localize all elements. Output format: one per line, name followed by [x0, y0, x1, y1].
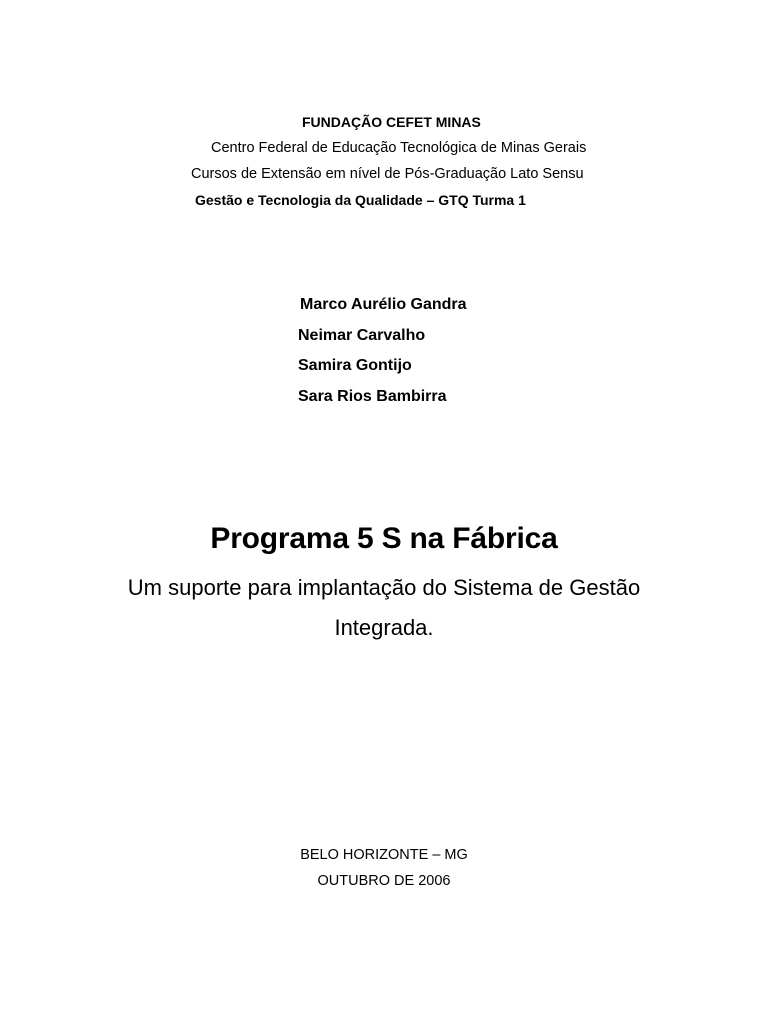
document-subtitle-line-2: Integrada.: [334, 615, 434, 640]
publication-place: BELO HORIZONTE – MG: [300, 847, 468, 863]
institution-name: FUNDAÇÃO CEFET MINAS: [302, 114, 481, 130]
document-title: Programa 5 S na Fábrica: [210, 522, 558, 555]
program-name: Gestão e Tecnologia da Qualidade – GTQ Turma 1: [195, 192, 526, 208]
author-name: Samira Gontijo: [298, 357, 412, 374]
course-description: Cursos de Extensão em nível de Pós-Graduação Lato Sensu: [191, 166, 584, 182]
document-subtitle-line-1: Um suporte para implantação do Sistema de Gestão: [127, 575, 641, 600]
institution-full-name: Centro Federal de Educação Tecnológica de Minas Gerais: [211, 140, 587, 156]
author-name: Sara Rios Bambirra: [298, 388, 447, 405]
author-name: Marco Aurélio Gandra: [300, 296, 467, 313]
author-name: Neimar Carvalho: [298, 327, 426, 344]
publication-date: OUTUBRO DE 2006: [317, 873, 451, 889]
